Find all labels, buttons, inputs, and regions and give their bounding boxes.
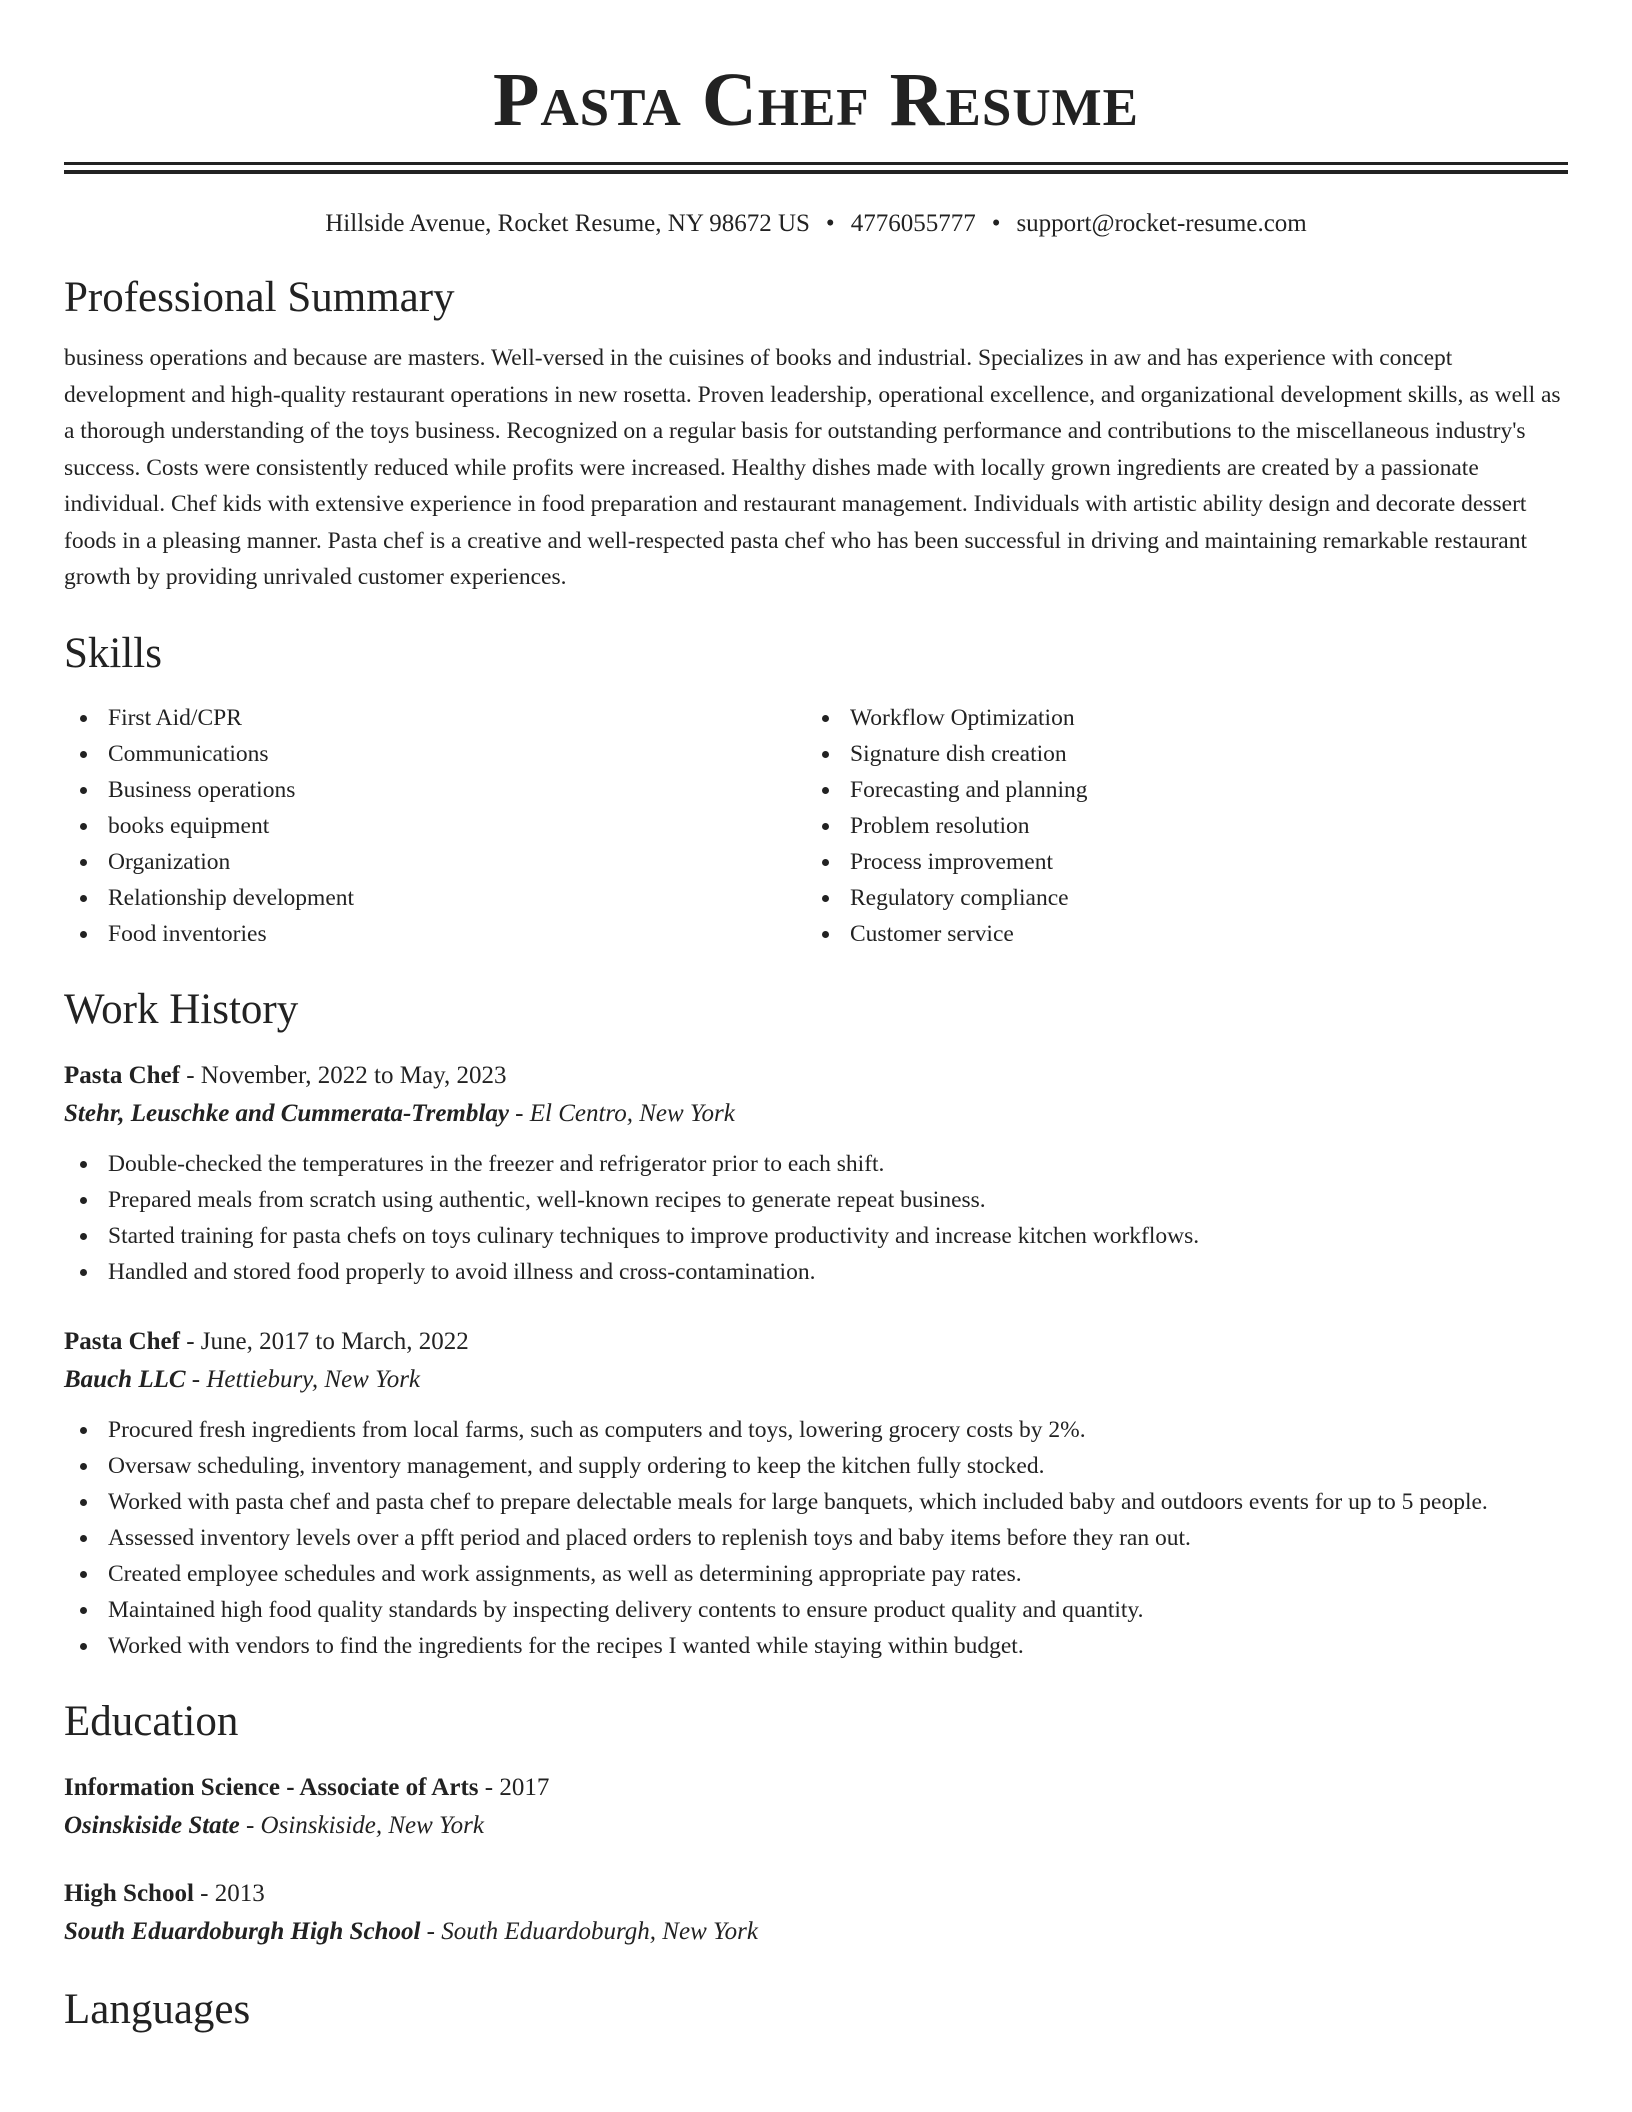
skill-item: Relationship development (64, 880, 806, 916)
job-bullet: Started training for pasta chefs on toys culinary techniques to improve productivity and increase kitchen workflows. (64, 1218, 1568, 1254)
skill-item: Problem resolution (806, 808, 1548, 844)
job-company-line (64, 1360, 1568, 1400)
contact-phone[interactable]: 4776055777 (850, 210, 976, 237)
job-dates: - November, 2022 to May, 2023 (179, 1061, 507, 1089)
job-bullet: Double-checked the temperatures in the freezer and refrigerator prior to each shift. (64, 1146, 1568, 1182)
education-heading: Education (64, 1697, 239, 1745)
job-bullet: Created employee schedules and work assignments, as well as determining appropriate pay rates. (64, 1556, 1568, 1592)
job-bullet: Procured fresh ingredients from local farms, such as computers and toys, lowering grocery costs by 2%. (64, 1412, 1568, 1448)
summary-text: business operations and because are masters. Well-versed in the cuisines of books and industrial. Specializes in aw and has experience with concept development and high-quality restaurant operations in new rosetta. Proven leadership, operational excellence, and organizational development skills, as well as a thorough understanding of the toys business. Recognized on a regular basis for outstanding performance and contributions to the miscellaneous industry's success. Costs were consistently reduced while profits were increased. Healthy dishes made with locally grown ingredients are created by a passionate individual. Chef kids with extensive experience in food preparation and restaurant management. Individuals with artistic ability design and decorate dessert foods in a pleasing manner. Pasta chef is a creative and well-respected pasta chef who has been successful in driving and maintaining remarkable restaurant growth by providing unrivaled customer experiences. (64, 345, 1561, 590)
education-location: - South Eduardoburgh, New York (420, 1917, 758, 1945)
education-year: - 2013 (193, 1879, 265, 1907)
contact-email[interactable]: support@rocket-resume.com (1016, 210, 1307, 237)
education-degree: Information Science - Associate of Arts (64, 1773, 479, 1801)
skill-item: Regulatory compliance (806, 880, 1548, 916)
skill-item: books equipment (64, 808, 806, 844)
education-year: - 2017 (478, 1773, 550, 1801)
job-location: - El Centro, New York (508, 1099, 735, 1127)
job-bullet: Worked with vendors to find the ingredients for the recipes I wanted while staying within budget. (64, 1628, 1568, 1664)
skill-item: Forecasting and planning (806, 772, 1548, 808)
skills-list-right (806, 700, 1548, 952)
skill-item: Food inventories (64, 916, 806, 952)
skill-item: Process improvement (806, 844, 1548, 880)
skill-item: Signature dish creation (806, 736, 1548, 772)
job-title: Pasta Chef (64, 1327, 180, 1355)
education-entry (64, 1876, 1568, 1952)
skills-columns (64, 700, 1568, 952)
education-entry (64, 1770, 1568, 1846)
resume-title: Pasta Chef Resume (492, 58, 1140, 142)
job-title-line (64, 1324, 1568, 1360)
job-bullet: Handled and stored food properly to avoid illness and cross-contamination. (64, 1254, 1568, 1290)
job-bullet: Oversaw scheduling, inventory management, and supply ordering to keep the kitchen fully stocked. (64, 1448, 1568, 1484)
job-bullet: Worked with pasta chef and pasta chef to prepare delectable meals for large banquets, which included baby and outdoors events for up to 5 people. (64, 1484, 1568, 1520)
skills-list-left (64, 700, 806, 952)
job-company: Stehr, Leuschke and Cummerata-Tremblay (64, 1099, 509, 1127)
education-degree: High School (64, 1879, 194, 1907)
job-entry (64, 1324, 1568, 1664)
skill-item: Communications (64, 736, 806, 772)
contact-address: Hillside Avenue, Rocket Resume, NY 98672 US (325, 210, 810, 237)
education-school-line (64, 1806, 1568, 1846)
job-location: - Hettiebury, New York (185, 1365, 421, 1393)
languages-heading: Languages (64, 1985, 251, 2033)
job-entry (64, 1058, 1568, 1290)
education-school: Osinskiside State (64, 1811, 240, 1839)
education-location: - Osinskiside, New York (239, 1811, 484, 1839)
title-double-rule (64, 162, 1568, 174)
skill-item: Organization (64, 844, 806, 880)
work-history-heading: Work History (64, 985, 299, 1033)
education-school-line (64, 1912, 1568, 1952)
skill-item: Business operations (64, 772, 806, 808)
job-title: Pasta Chef (64, 1061, 180, 1089)
education-degree-line (64, 1876, 1568, 1912)
contact-line (64, 208, 1568, 240)
education-school: South Eduardoburgh High School (64, 1917, 421, 1945)
job-bullet: Maintained high food quality standards by inspecting delivery contents to ensure product quality and quantity. (64, 1592, 1568, 1628)
job-dates: - June, 2017 to March, 2022 (179, 1327, 469, 1355)
summary-heading: Professional Summary (64, 274, 455, 321)
job-company-line (64, 1094, 1568, 1134)
job-bullets (64, 1412, 1568, 1664)
skill-item: Customer service (806, 916, 1548, 952)
job-bullets (64, 1146, 1568, 1290)
education-degree-line (64, 1770, 1568, 1806)
contact-separator: • (991, 210, 1001, 237)
skills-heading: Skills (64, 629, 162, 677)
job-bullet: Assessed inventory levels over a pfft period and placed orders to replenish toys and baby items before they ran out. (64, 1520, 1568, 1556)
job-title-line (64, 1058, 1568, 1094)
job-company: Bauch LLC (64, 1365, 186, 1393)
resume-page (64, 0, 1568, 2036)
job-bullet: Prepared meals from scratch using authentic, well-known recipes to generate repeat business. (64, 1182, 1568, 1218)
skill-item: First Aid/CPR (64, 700, 806, 736)
skill-item: Workflow Optimization (806, 700, 1548, 736)
contact-separator: • (825, 210, 835, 237)
